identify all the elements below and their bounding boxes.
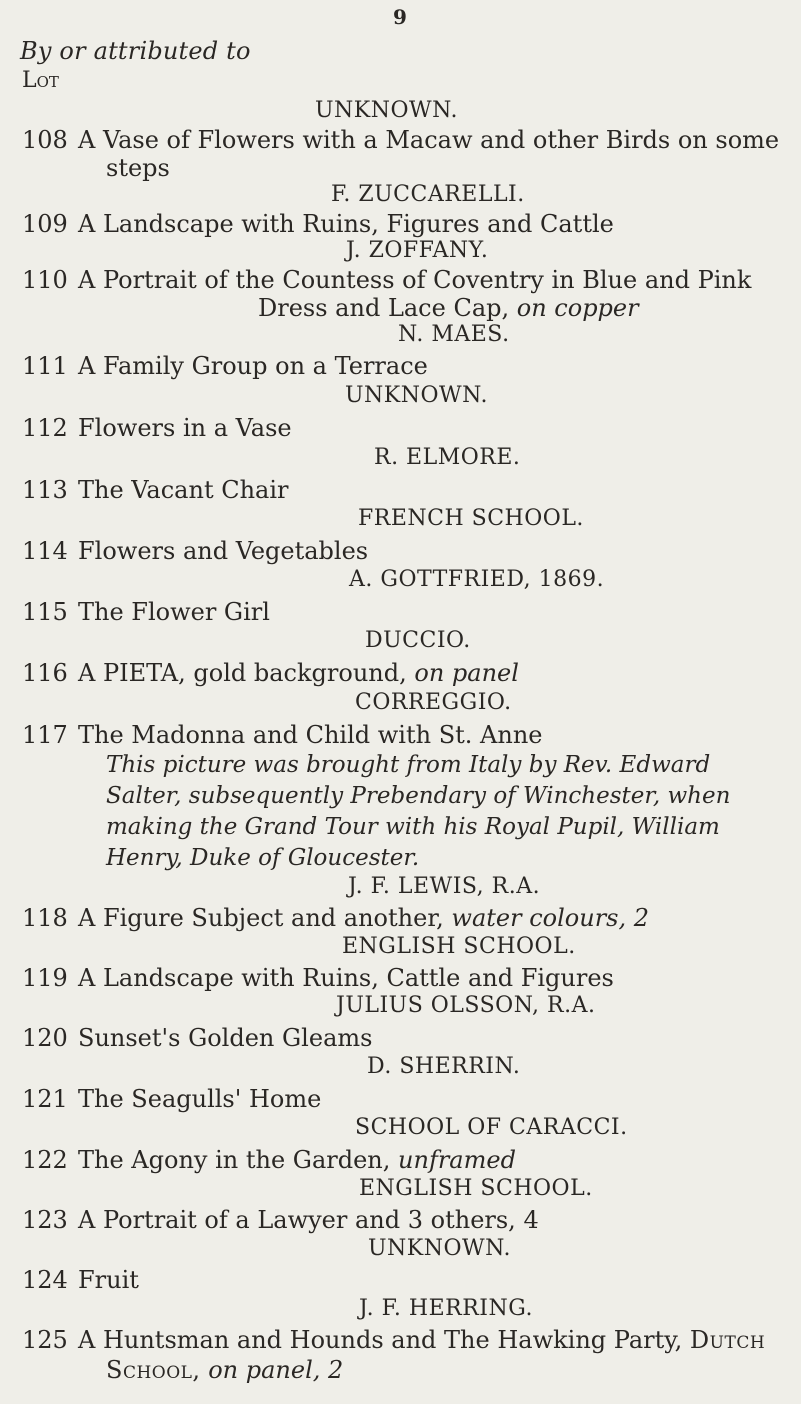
lot-title: A Landscape with Ruins, Figures and Cattle [78,210,614,238]
artist-name: J. F. HERRING. [359,1296,534,1321]
lot-title: The Vacant Chair [78,476,289,504]
lot-title: The Seagulls' Home [78,1085,322,1113]
artist-name: J. F. LEWIS, R.A. [348,874,541,899]
lot-title [78,659,519,687]
lot-number: 125 [22,1326,68,1354]
lot-title: Flowers in a Vase [78,414,292,442]
lot-title-text: A Huntsman and Hounds and The Hawking Party, [78,1326,683,1354]
lot-title [78,904,649,932]
lot-title: Flowers and Vegetables [78,537,369,565]
artist-name: JULIUS OLSSON, R.A. [336,993,596,1018]
page-number: 9 [393,5,407,29]
lot-title: A Vase of Flowers with a Macaw and other Birds on some [78,126,780,154]
lot-number: 110 [22,266,68,294]
artist-name: UNKNOWN. [315,98,458,123]
lot-number: 123 [22,1206,68,1234]
lot-number: 118 [22,904,68,932]
lot-title-continued: steps [106,154,170,182]
artist-name: UNKNOWN. [345,383,488,408]
lot-number: 117 [22,721,68,749]
artist-name: ENGLISH SCHOOL. [342,934,576,959]
lot-number: 108 [22,126,68,154]
lot-medium: on panel [414,659,519,687]
lot-title-continued-text: Dress and Lace Cap, [258,294,510,322]
lot-number: 111 [22,352,68,380]
lot-title: A Portrait of a Lawyer and 3 others, 4 [78,1206,539,1234]
lot-medium: on panel, 2 [208,1356,344,1384]
lot-title-continued-text: School, [106,1356,201,1384]
lot-title-text: A Figure Subject and another, [78,904,444,932]
lot-title: A Portrait of the Countess of Coventry in Blue and Pink [78,266,752,294]
artist-name: J. ZOFFANY. [346,238,489,263]
lot-column-heading: Lot [22,68,59,93]
artist-name: A. GOTTFRIED, 1869. [349,567,605,592]
lot-medium: on copper [516,294,639,322]
lot-title: A Landscape with Ruins, Cattle and Figures [78,964,614,992]
artist-name: N. MAES. [398,322,510,347]
artist-name: F. ZUCCARELLI. [331,182,525,207]
artist-name: ENGLISH SCHOOL. [359,1176,593,1201]
provenance-note-line: making the Grand Tour with his Royal Pupil, William [106,814,720,840]
lot-number: 122 [22,1146,68,1174]
lot-number: 114 [22,537,68,565]
lot-title: Sunset's Golden Gleams [78,1024,373,1052]
lot-number: 120 [22,1024,68,1052]
lot-number: 119 [22,964,68,992]
lot-title: Fruit [78,1266,139,1294]
lot-school: Dutch [689,1326,766,1354]
lot-number: 116 [22,659,68,687]
lot-title-text: A PIETA, gold background, [78,659,407,687]
lot-number: 113 [22,476,68,504]
lot-number: 115 [22,598,68,626]
provenance-note-line: Salter, subsequently Prebendary of Winchester, when [106,783,731,809]
lot-number: 112 [22,414,68,442]
lot-number: 124 [22,1266,68,1294]
attribution-heading: By or attributed to [20,37,251,65]
artist-name: SCHOOL OF CARACCI. [355,1115,628,1140]
lot-condition: unframed [398,1146,516,1174]
lot-title-continued [258,294,639,322]
lot-title: A Family Group on a Terrace [78,352,428,380]
lot-medium: water colours, 2 [451,904,650,932]
artist-name: R. ELMORE. [374,445,521,470]
lot-title: The Flower Girl [78,598,270,626]
lot-title: The Madonna and Child with St. Anne [78,721,543,749]
artist-name: DUCCIO. [365,628,471,653]
artist-name: FRENCH SCHOOL. [358,506,584,531]
lot-title-text: The Agony in the Garden, [78,1146,391,1174]
artist-name: CORREGGIO. [355,690,512,715]
lot-number: 121 [22,1085,68,1113]
lot-title [78,1146,516,1174]
provenance-note-line: Henry, Duke of Gloucester. [106,845,420,871]
lot-number: 109 [22,210,68,238]
provenance-note-line: This picture was brought from Italy by Rev. Edward [106,752,711,778]
artist-name: D. SHERRIN. [367,1054,521,1079]
lot-title-continued [106,1356,343,1384]
artist-name: UNKNOWN. [368,1236,511,1261]
lot-title [78,1326,765,1354]
